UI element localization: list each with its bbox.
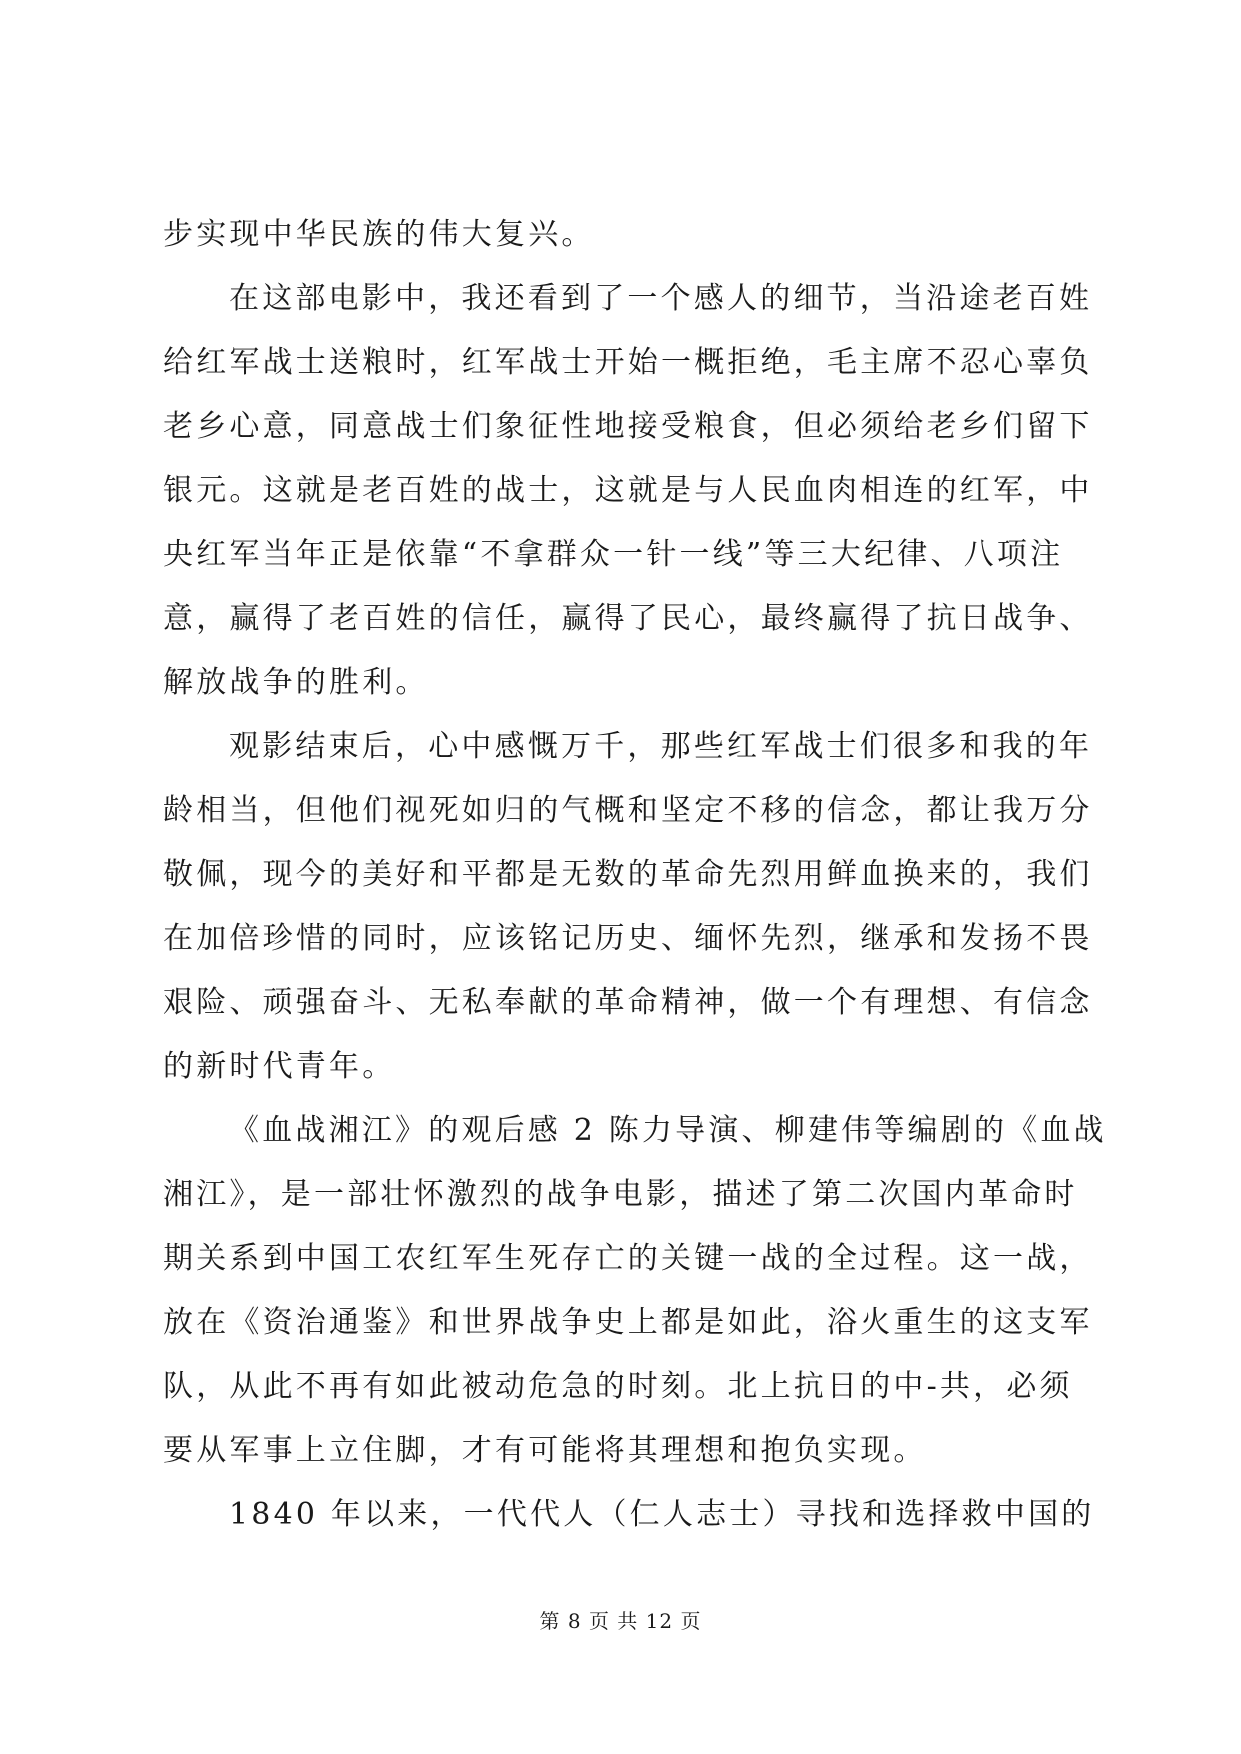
- text-line: 艰险、顽强奋斗、无私奉献的革命精神，做一个有理想、有信念: [163, 985, 1093, 1020]
- text-line: 步实现中华民族的伟大复兴。: [163, 217, 595, 252]
- text-line: 的新时代青年。: [163, 1049, 396, 1084]
- text-line: 要从军事上立住脚，才有可能将其理想和抱负实现。: [163, 1433, 927, 1468]
- text-line: 在这部电影中，我还看到了一个感人的细节，当沿途老百姓: [229, 281, 1093, 316]
- text-line: 龄相当，但他们视死如归的气概和坚定不移的信念，都让我万分: [163, 793, 1093, 828]
- text-line: 期关系到中国工农红军生死存亡的关键一战的全过程。这一战，: [163, 1241, 1093, 1276]
- text-line: 老乡心意，同意战士们象征性地接受粮食，但必须给老乡们留下: [163, 409, 1093, 444]
- text-line: 解放战争的胜利。: [163, 665, 429, 700]
- text-line: 湘江》，是一部壮怀激烈的战争电影，描述了第二次国内革命时: [163, 1177, 1078, 1212]
- text-line: 队，从此不再有如此被动危急的时刻。北上抗日的中-共，必须: [163, 1369, 1073, 1404]
- text-line: 敬佩，现今的美好和平都是无数的革命先烈用鲜血换来的，我们: [163, 857, 1093, 892]
- text-line: 央红军当年正是依靠“不拿群众一针一线”等三大纪律、八项注: [163, 537, 1064, 572]
- body-text: [163, 203, 1107, 1547]
- text-line: 放在《资治通鉴》和世界战争史上都是如此，浴火重生的这支军: [163, 1305, 1093, 1340]
- text-line: 意，赢得了老百姓的信任，赢得了民心，最终赢得了抗日战争、: [163, 601, 1093, 636]
- page-footer: 第 8 页 共 12 页: [539, 1609, 702, 1633]
- text-line: 《血战湘江》的观后感 2 陈力导演、柳建伟等编剧的《血战: [229, 1113, 1107, 1148]
- text-line: 给红军战士送粮时，红军战士开始一概拒绝，毛主席不忍心辜负: [163, 345, 1093, 380]
- text-line: 1840 年以来，一代代人（仁人志士）寻找和选择救中国的: [229, 1497, 1095, 1532]
- text-line: 银元。这就是老百姓的战士，这就是与人民血肉相连的红军，中: [163, 473, 1093, 508]
- text-line: 在加倍珍惜的同时，应该铭记历史、缅怀先烈，继承和发扬不畏: [163, 921, 1093, 956]
- text-line: 观影结束后，心中感慨万千，那些红军战士们很多和我的年: [229, 729, 1093, 764]
